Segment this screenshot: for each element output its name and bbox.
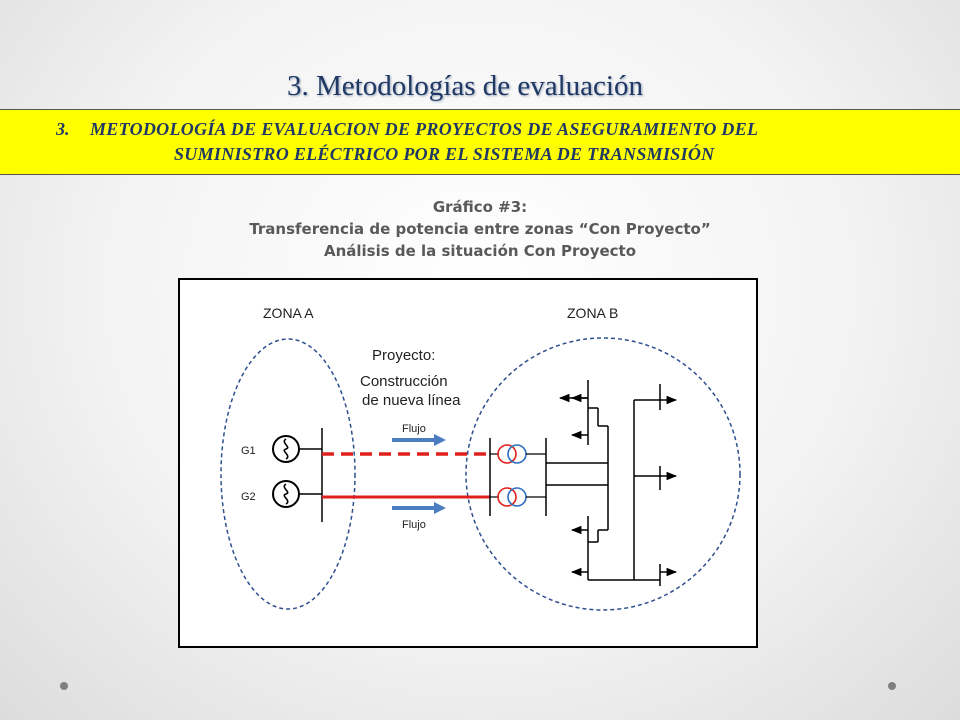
power-transfer-diagram xyxy=(178,278,758,648)
caption-line-3: Análisis de la situación Con Proyecto xyxy=(323,242,637,260)
zone-a-label: ZONA A xyxy=(263,305,314,321)
flow-arrow-top xyxy=(392,434,446,446)
diagram-canvas xyxy=(180,280,756,646)
nav-dot-right xyxy=(888,682,896,690)
zone-b-boundary xyxy=(466,338,740,610)
zone-b-label: ZONA B xyxy=(567,305,619,321)
distribution-network xyxy=(546,380,676,586)
flow-arrow-bottom xyxy=(392,502,446,514)
transformer-top-icon xyxy=(490,445,546,463)
nav-dot-left xyxy=(60,682,68,690)
banner-line-1: METODOLOGÍA DE EVALUACION DE PROYECTOS DE ASEGURAMIENTO DEL xyxy=(90,119,759,139)
caption-line-2: Transferencia de potencia entre zonas “Con Proyecto” xyxy=(249,220,711,238)
flow-bottom-label: Flujo xyxy=(402,519,426,531)
project-desc-2: de nueva línea xyxy=(362,392,461,409)
flow-top-label: Flujo xyxy=(402,423,426,435)
project-desc-1: Construcción xyxy=(360,373,448,390)
section-banner xyxy=(0,109,960,175)
banner-number: 3. xyxy=(56,119,70,139)
generator-g2-icon xyxy=(273,481,299,507)
generator-g2-label: G2 xyxy=(241,491,256,503)
zone-a-boundary xyxy=(221,339,355,609)
generator-g1-label: G1 xyxy=(241,445,256,457)
caption-line-1: Gráfico #3: xyxy=(432,198,528,216)
generator-g1-icon xyxy=(273,436,299,462)
slide-title: 3. Metodologías de evaluación xyxy=(287,70,643,102)
transformer-bottom-icon xyxy=(490,488,546,506)
project-label: Proyecto: xyxy=(372,347,436,364)
banner-line-2: SUMINISTRO ELÉCTRICO POR EL SISTEMA DE TRANSMISIÓN xyxy=(174,144,715,164)
